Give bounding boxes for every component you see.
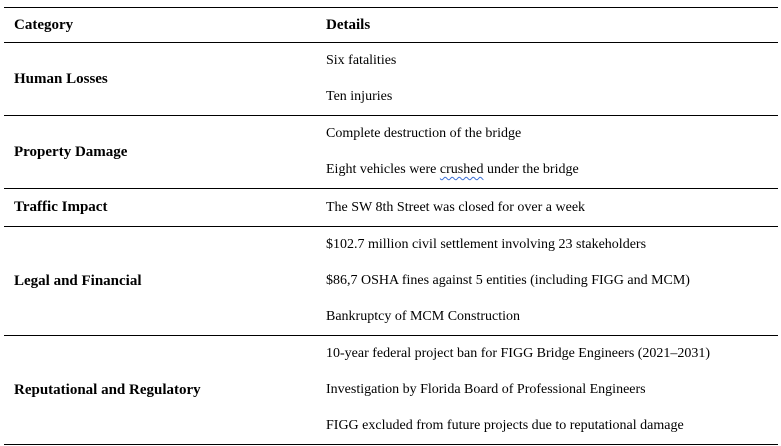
table-row-legal-financial [4, 227, 778, 336]
table-row-reputational-regulatory [4, 336, 778, 445]
detail-line: The SW 8th Street was closed for over a week [326, 200, 586, 215]
detail-line [326, 152, 778, 188]
table-row-traffic-impact [4, 189, 778, 227]
category-cell: Reputational and Regulatory [14, 381, 201, 398]
detail-line: Six fatalities [326, 53, 397, 68]
table-row-human-losses [4, 43, 778, 116]
category-cell: Legal and Financial [14, 272, 142, 289]
detail-text-before: Eight vehicles were [326, 162, 440, 177]
detail-line: $102.7 million civil settlement involving 23 stakeholders [326, 237, 647, 252]
category-cell: Human Losses [14, 70, 108, 87]
detail-text-after: under the bridge [483, 162, 579, 177]
header-details: Details [326, 16, 371, 33]
header-category: Category [14, 16, 74, 33]
category-cell: Property Damage [14, 143, 128, 160]
details-cell [326, 189, 778, 226]
detail-line: 10-year federal project ban for FIGG Bridge Engineers (2021–2031) [326, 346, 711, 361]
spellcheck-flagged-word: crushed [439, 162, 484, 177]
detail-line: Bankruptcy of MCM Construction [326, 309, 521, 324]
details-cell [326, 336, 778, 444]
detail-line: FIGG excluded from future projects due to reputational damage [326, 418, 684, 433]
detail-line: $86,7 OSHA fines against 5 entities (including FIGG and MCM) [326, 273, 690, 288]
details-cell [326, 43, 778, 115]
category-cell: Traffic Impact [14, 199, 108, 215]
table-header-row [4, 8, 778, 43]
detail-line: Complete destruction of the bridge [326, 126, 522, 141]
detail-line: Ten injuries [326, 89, 393, 104]
table-row-property-damage [4, 116, 778, 189]
details-cell [326, 227, 778, 335]
impact-table [4, 7, 778, 445]
details-cell [326, 116, 778, 188]
detail-line: Investigation by Florida Board of Professional Engineers [326, 382, 646, 397]
